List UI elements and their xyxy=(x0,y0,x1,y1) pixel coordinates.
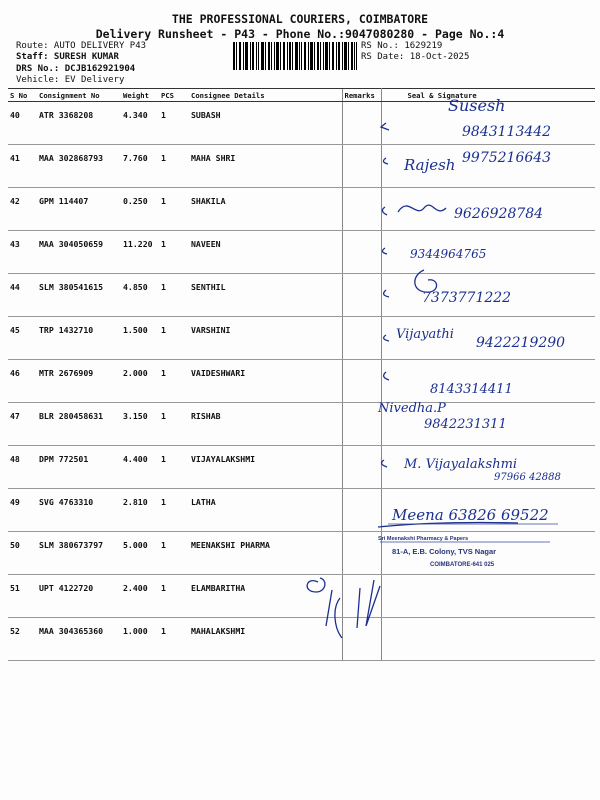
cell-consignee: VAIDESHWARI xyxy=(189,360,342,403)
hw-phone-46: 8143314411 xyxy=(430,382,513,397)
cell-consignment: MAA 302868793 xyxy=(37,145,121,188)
col-weight: Weight xyxy=(121,89,159,102)
cell-pcs: 1 xyxy=(159,618,189,661)
table-row xyxy=(8,618,595,661)
cell-signature xyxy=(381,231,595,274)
cell-pcs: 1 xyxy=(159,575,189,618)
cell-remarks xyxy=(342,489,381,532)
cell-signature xyxy=(381,532,595,575)
cell-pcs: 1 xyxy=(159,317,189,360)
rs-number: RS No.: 1629219 xyxy=(361,41,443,51)
table-row xyxy=(8,317,595,360)
cell-signature xyxy=(381,317,595,360)
col-consignment: Consignment No xyxy=(37,89,121,102)
table-row xyxy=(8,489,595,532)
cell-consignee: VIJAYALAKSHMI xyxy=(189,446,342,489)
cell-signature xyxy=(381,274,595,317)
vehicle-label: Vehicle: EV Delivery xyxy=(16,75,125,85)
hw-phone-42: 9626928784 xyxy=(454,206,544,222)
cell-weight: 5.000 xyxy=(121,532,159,575)
cell-sno: 40 xyxy=(8,102,37,145)
cell-consignee: MEENAKSHI PHARMA xyxy=(189,532,342,575)
cell-remarks xyxy=(342,317,381,360)
cell-remarks xyxy=(342,231,381,274)
cell-remarks xyxy=(342,575,381,618)
drs-number: DRS No.: DCJB162921904 xyxy=(16,64,136,74)
cell-consignment: GPM 114407 xyxy=(37,188,121,231)
col-remarks: Remarks xyxy=(342,89,381,102)
cell-consignee: SHAKILA xyxy=(189,188,342,231)
hw-name-45: Vijayathi xyxy=(396,327,454,342)
hw-name-48: M. Vijayalakshmi xyxy=(404,457,518,472)
table-row xyxy=(8,403,595,446)
cell-signature xyxy=(381,575,595,618)
cell-sno: 46 xyxy=(8,360,37,403)
cell-pcs: 1 xyxy=(159,145,189,188)
cell-weight: 11.220 xyxy=(121,231,159,274)
cell-remarks xyxy=(342,618,381,661)
cell-consignee: LATHA xyxy=(189,489,342,532)
cell-signature xyxy=(381,188,595,231)
table-row xyxy=(8,532,595,575)
table-row xyxy=(8,102,595,145)
runsheet-subtitle: Delivery Runsheet - P43 - Phone No.:9047080280 - Page No.:4 xyxy=(95,27,505,41)
table-row xyxy=(8,575,595,618)
table-header-row xyxy=(8,89,595,102)
cell-sno: 41 xyxy=(8,145,37,188)
cell-remarks xyxy=(342,102,381,145)
table-row xyxy=(8,188,595,231)
cell-sno: 42 xyxy=(8,188,37,231)
cell-consignment: MAA 304365360 xyxy=(37,618,121,661)
cell-weight: 0.250 xyxy=(121,188,159,231)
hw-phone-47: 9842231311 xyxy=(424,417,507,432)
cell-weight: 1.500 xyxy=(121,317,159,360)
cell-consignment: ATR 3368208 xyxy=(37,102,121,145)
route-label: Route: AUTO DELIVERY P43 xyxy=(16,41,147,51)
rs-date: RS Date: 18-Oct-2025 xyxy=(361,52,470,62)
table-row xyxy=(8,446,595,489)
hw-phone-41: 9975216643 xyxy=(462,150,552,166)
cell-consignee: SENTHIL xyxy=(189,274,342,317)
cell-remarks xyxy=(342,446,381,489)
cell-pcs: 1 xyxy=(159,188,189,231)
cell-sno: 43 xyxy=(8,231,37,274)
table-row xyxy=(8,231,595,274)
cell-consignee: NAVEEN xyxy=(189,231,342,274)
cell-pcs: 1 xyxy=(159,231,189,274)
cell-sno: 44 xyxy=(8,274,37,317)
table-row xyxy=(8,145,595,188)
cell-weight: 1.000 xyxy=(121,618,159,661)
cell-consignment: BLR 280458631 xyxy=(37,403,121,446)
stamp-line-3: COIMBATORE-641 025 xyxy=(430,562,495,568)
cell-signature xyxy=(381,489,595,532)
runsheet-table xyxy=(8,88,595,661)
cell-consignee: MAHALAKSHMI xyxy=(189,618,342,661)
cell-weight: 4.400 xyxy=(121,446,159,489)
cell-consignment: DPM 772501 xyxy=(37,446,121,489)
cell-consignee: RISHAB xyxy=(189,403,342,446)
hw-phone-45: 9422219290 xyxy=(476,335,566,351)
cell-remarks xyxy=(342,403,381,446)
cell-signature xyxy=(381,145,595,188)
hw-name-47: Nivedha.P xyxy=(378,401,446,416)
col-consignee: Consignee Details xyxy=(189,89,342,102)
cell-remarks xyxy=(342,188,381,231)
cell-pcs: 1 xyxy=(159,403,189,446)
cell-signature xyxy=(381,446,595,489)
cell-consignment: SLM 380673797 xyxy=(37,532,121,575)
cell-pcs: 1 xyxy=(159,446,189,489)
cell-pcs: 1 xyxy=(159,489,189,532)
hw-phone-48: 97966 42888 xyxy=(494,472,561,483)
stamp-line-1: Sri Meenakshi Pharmacy & Papers xyxy=(378,536,469,542)
staff-label: Staff: SURESH KUMAR xyxy=(16,52,119,62)
barcode xyxy=(233,42,357,70)
cell-consignment: MTR 2676909 xyxy=(37,360,121,403)
cell-pcs: 1 xyxy=(159,274,189,317)
cell-sno: 50 xyxy=(8,532,37,575)
cell-consignee: SUBASH xyxy=(189,102,342,145)
cell-remarks xyxy=(342,360,381,403)
cell-weight: 2.400 xyxy=(121,575,159,618)
cell-sno: 48 xyxy=(8,446,37,489)
cell-pcs: 1 xyxy=(159,532,189,575)
table-row xyxy=(8,274,595,317)
cell-weight: 4.850 xyxy=(121,274,159,317)
hw-phone-44: 7373771222 xyxy=(422,290,512,306)
cell-remarks xyxy=(342,145,381,188)
cell-signature xyxy=(381,360,595,403)
hw-name-40: Susesh xyxy=(448,96,506,115)
col-sno: S No xyxy=(8,89,37,102)
cell-signature xyxy=(381,618,595,661)
cell-weight: 2.810 xyxy=(121,489,159,532)
cell-sno: 45 xyxy=(8,317,37,360)
cell-pcs: 1 xyxy=(159,102,189,145)
col-seal-signature: Seal & Signature xyxy=(381,89,595,102)
cell-consignee: VARSHINI xyxy=(189,317,342,360)
stamp-line-2: 81-A, E.B. Colony, TVS Nagar xyxy=(392,547,497,556)
hw-phone-40: 9843113442 xyxy=(462,124,552,140)
cell-weight: 4.340 xyxy=(121,102,159,145)
cell-weight: 7.760 xyxy=(121,145,159,188)
cell-consignment: UPT 4122720 xyxy=(37,575,121,618)
cell-remarks xyxy=(342,532,381,575)
cell-signature xyxy=(381,102,595,145)
cell-remarks xyxy=(342,274,381,317)
cell-consignment: SVG 4763310 xyxy=(37,489,121,532)
company-title: THE PROFESSIONAL COURIERS, COIMBATORE xyxy=(171,12,429,26)
table-row xyxy=(8,360,595,403)
hw-phone-43: 9344964765 xyxy=(410,247,487,261)
cell-pcs: 1 xyxy=(159,360,189,403)
cell-consignment: MAA 304050659 xyxy=(37,231,121,274)
cell-signature xyxy=(381,403,595,446)
cell-consignee: MAHA SHRI xyxy=(189,145,342,188)
cell-consignment: SLM 380541615 xyxy=(37,274,121,317)
cell-weight: 2.000 xyxy=(121,360,159,403)
hw-name-49: Meena 63826 69522 xyxy=(392,506,549,524)
hw-name-41: Rajesh xyxy=(404,156,456,174)
cell-sno: 51 xyxy=(8,575,37,618)
col-pcs: PCS xyxy=(159,89,189,102)
cell-sno: 47 xyxy=(8,403,37,446)
cell-weight: 3.150 xyxy=(121,403,159,446)
cell-sno: 49 xyxy=(8,489,37,532)
cell-consignment: TRP 1432710 xyxy=(37,317,121,360)
cell-consignee: ELAMBARITHA xyxy=(189,575,342,618)
cell-sno: 52 xyxy=(8,618,37,661)
